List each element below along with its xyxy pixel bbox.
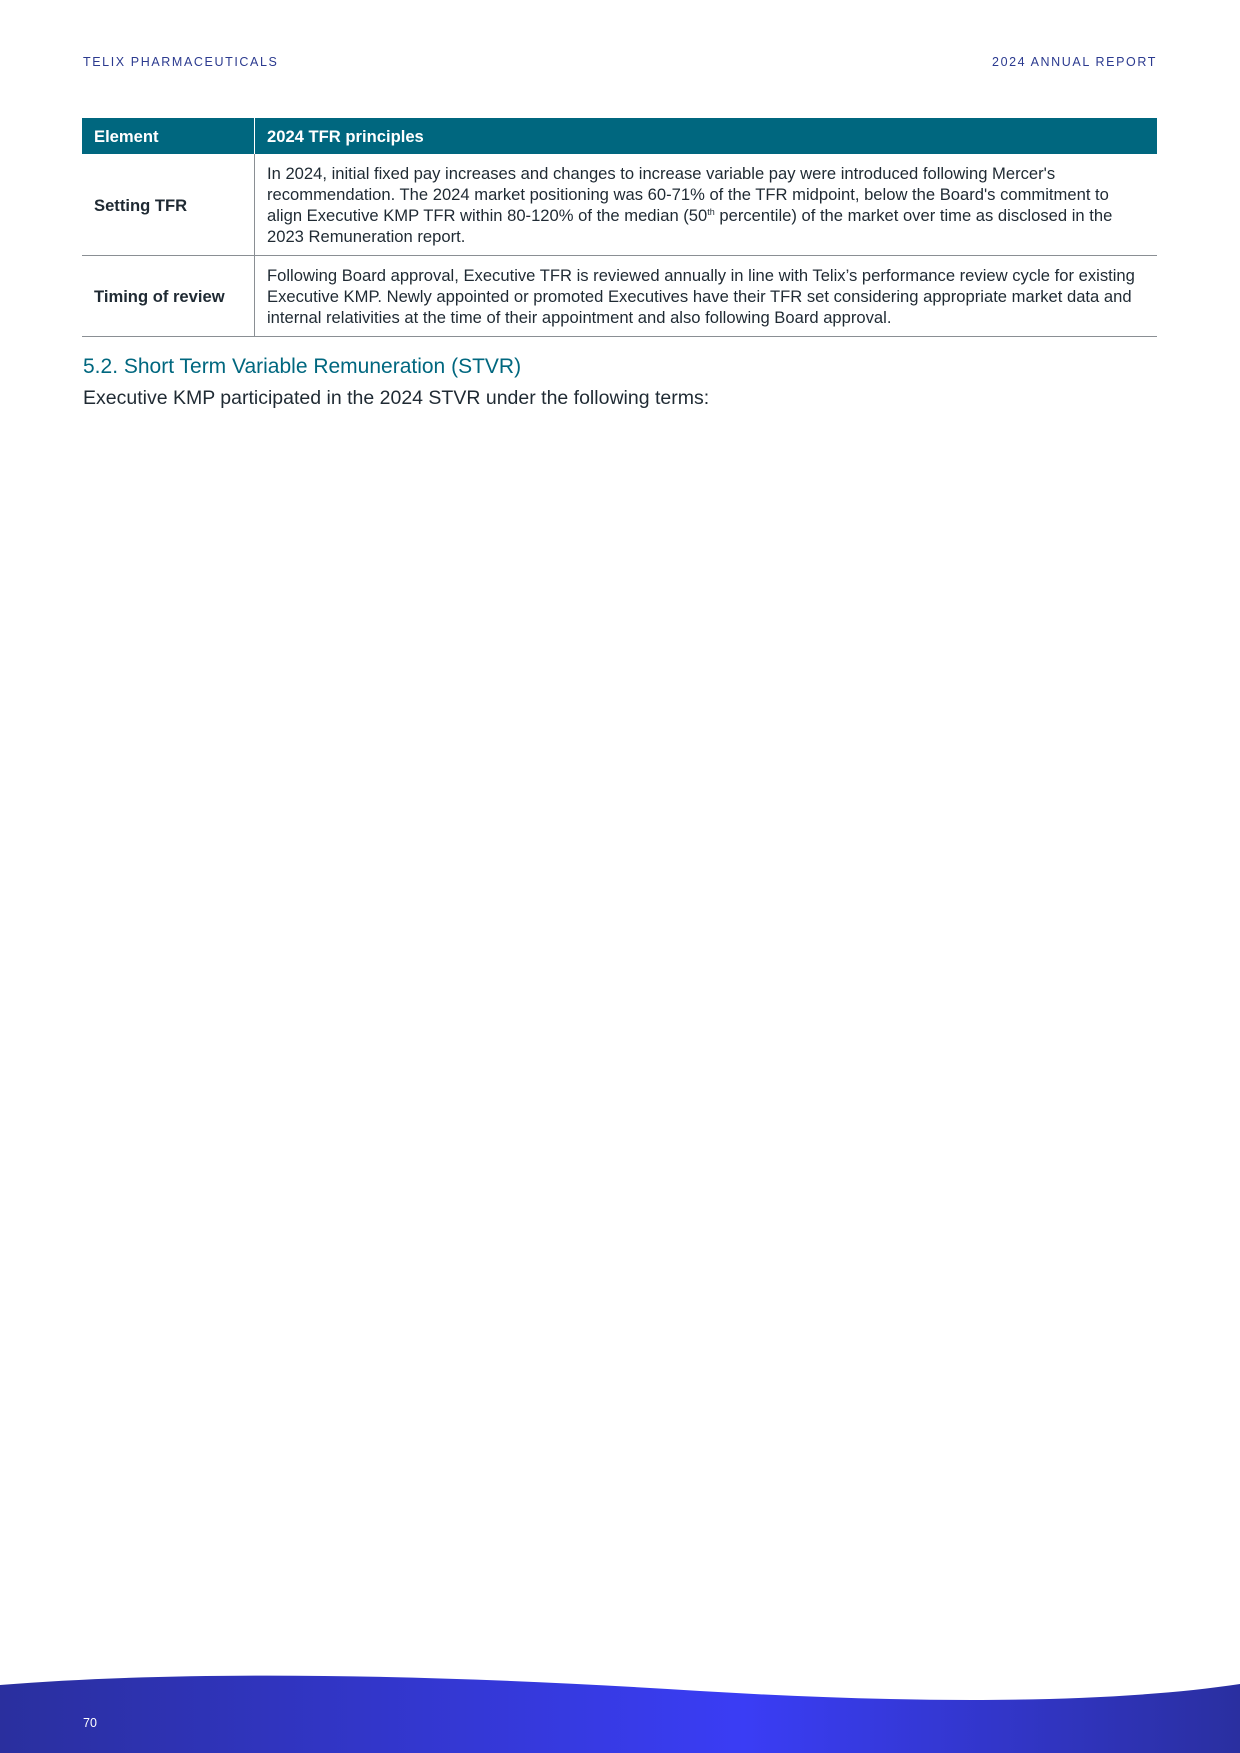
row-principle-text xyxy=(255,154,1158,256)
company-name: TELIX PHARMACEUTICALS xyxy=(83,55,279,69)
principle-text-part: In 2024, initial fixed pay increases and changes to increase variable pay were introduced following Mercer's recommendation. The 2024 market positioning was 60-71% of the TFR midpoint, below the Board's commitment to align Executive KMP TFR within 80-120% of the median (50 xyxy=(267,164,1109,225)
table-header-row xyxy=(82,118,1157,154)
table-row xyxy=(82,256,1157,337)
column-header-principles: 2024 TFR principles xyxy=(255,118,1158,154)
row-element-label: Setting TFR xyxy=(82,154,255,256)
report-title: 2024 ANNUAL REPORT xyxy=(992,55,1157,69)
page-number: 70 xyxy=(83,1716,97,1730)
footer-wave-band xyxy=(0,1673,1240,1753)
section-heading: 5.2. Short Term Variable Remuneration (STVR) xyxy=(83,355,522,378)
running-header xyxy=(83,55,1157,69)
row-principle-text: Following Board approval, Executive TFR is reviewed annually in line with Telix’s performance review cycle for existing Executive KMP. Newly appointed or promoted Executives have their TFR set considering appropriate market data and internal relativities at the time of their appointment and also following Board approval. xyxy=(255,256,1158,337)
ordinal-superscript: th xyxy=(707,207,715,217)
tfr-principles-table xyxy=(82,118,1157,337)
row-element-label: Timing of review xyxy=(82,256,255,337)
section-intro: Executive KMP participated in the 2024 STVR under the following terms: xyxy=(83,387,710,409)
column-header-element: Element xyxy=(82,118,255,154)
principle-text-part: percentile) of the market over time as disclosed in the 2023 Remuneration report. xyxy=(267,206,1113,246)
table-row xyxy=(82,154,1157,256)
